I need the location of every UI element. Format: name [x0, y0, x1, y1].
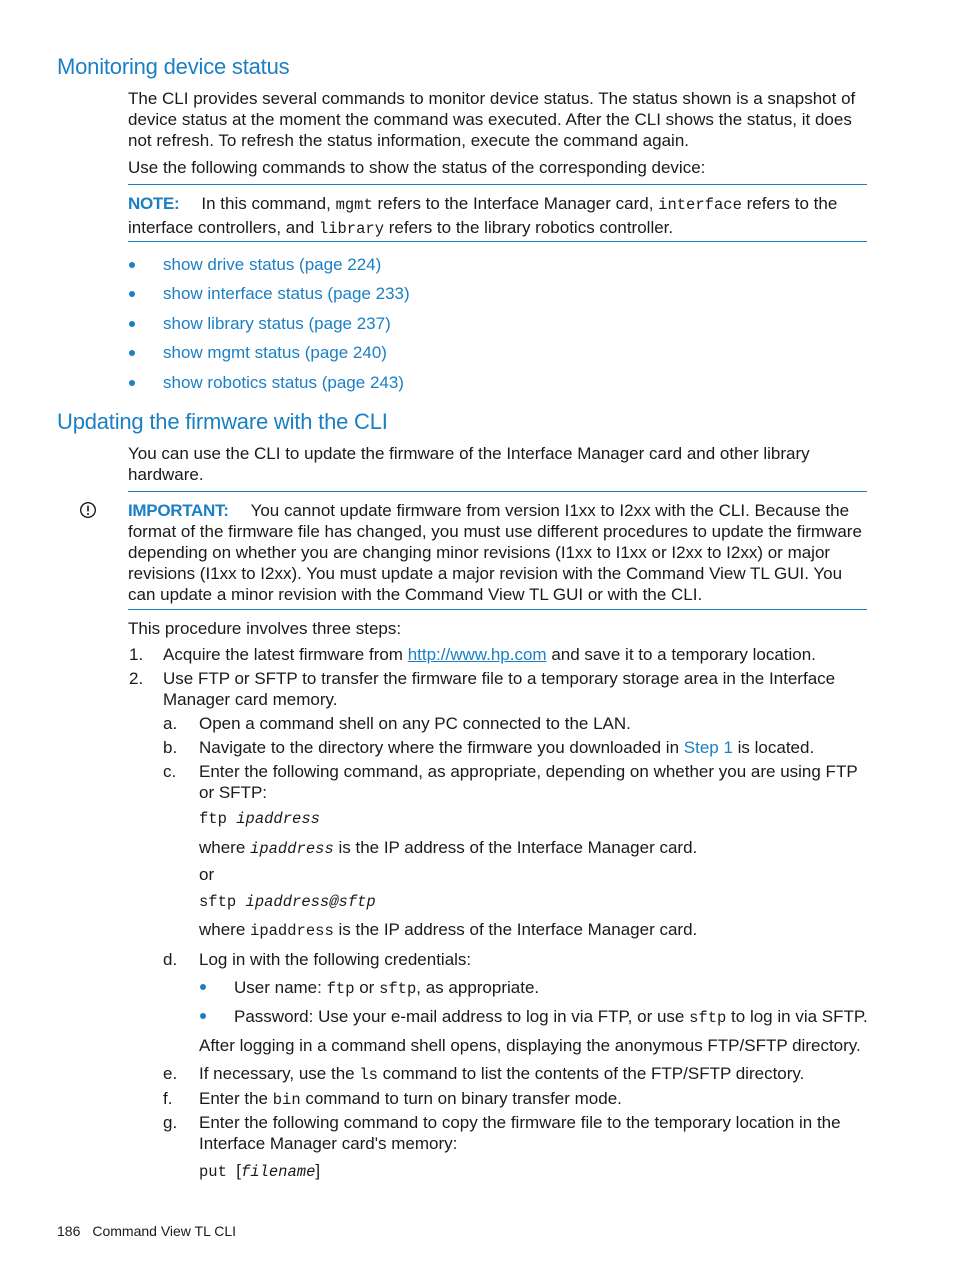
bullet-icon — [200, 984, 206, 990]
monitoring-use-paragraph: Use the following commands to show the status of the corresponding device: — [128, 158, 706, 177]
monitoring-intro-paragraph: The CLI provides several commands to monitor device status. The status shown is a snapshot of device status at the moment the command was executed. After the CLI shows the status, it does not refresh. To refresh the status information, execute the command again. — [128, 89, 856, 150]
where-text: is the IP address of the Interface Manager card. — [333, 838, 698, 857]
where-argument: ipaddress — [250, 840, 334, 858]
note-label: NOTE: — [128, 194, 180, 213]
hp-website-link[interactable]: http://www.hp.com — [407, 645, 547, 664]
substep-code: ls — [359, 1066, 378, 1084]
substep-b-text — [199, 737, 814, 758]
substep-letter: a. — [163, 714, 178, 733]
link-show-mgmt-status[interactable]: show mgmt status (page 240) — [163, 343, 387, 362]
command-bracket: [ — [236, 1161, 241, 1180]
substep-letter: c. — [163, 762, 177, 781]
command-argument: filename — [240, 1163, 316, 1181]
note-text: interface controllers, and — [128, 218, 319, 237]
note-text: In this command, — [201, 194, 336, 213]
bullet-icon — [129, 350, 135, 356]
substep-text: is located. — [732, 738, 815, 757]
where-ipaddress-1 — [199, 837, 697, 860]
command-argument: ipaddress — [236, 810, 320, 828]
credential-text: or — [354, 978, 380, 997]
substep-c-text: Enter the following command, as appropriate, depending on whether you are using FTP or SFTP: — [199, 762, 858, 802]
command-ftp — [199, 810, 320, 828]
step-text: and save it to a temporary location. — [546, 645, 816, 664]
substep-d-text: Log in with the following credentials: — [199, 950, 472, 969]
where-text: is the IP address of the Interface Manager card. — [333, 920, 698, 939]
important-bottom-rule — [128, 609, 867, 610]
procedure-intro: This procedure involves three steps: — [128, 619, 402, 638]
or-text: or — [199, 865, 215, 884]
substep-text: If necessary, use the — [199, 1064, 360, 1083]
updating-intro-paragraph: You can use the CLI to update the firmware of the Interface Manager card and other library hardware. — [128, 444, 810, 484]
section-heading-monitoring: Monitoring device status — [57, 54, 290, 79]
substep-letter: f. — [163, 1089, 173, 1108]
substep-g-text: Enter the following command to copy the firmware file to the temporary location in the Interface Manager card's memory: — [199, 1113, 841, 1153]
important-text-rest: format of the firmware file has changed, you must use different procedures to update the firmware depending on whether you are changing minor revisions (I1xx to I1xx or I2xx to I2xx) or major revisions (I1xx to I2xx). You must update a major revision with the Command View TL GUI. You can update a minor revision with the Command View TL GUI or with the CLI. — [128, 522, 862, 604]
step-number: 2. — [129, 669, 144, 688]
command-put — [199, 1161, 320, 1181]
important-top-rule — [128, 491, 867, 492]
credential-username — [234, 977, 539, 1000]
step-text: Acquire the latest firmware from — [163, 645, 408, 664]
bullet-icon — [129, 380, 135, 386]
substep-letter: b. — [163, 738, 178, 757]
important-block — [128, 500, 870, 605]
where-argument: ipaddress — [250, 922, 334, 940]
credential-code: ftp — [326, 980, 355, 998]
step-1-link[interactable]: Step 1 — [683, 738, 733, 757]
note-bottom-rule — [128, 241, 867, 242]
command-text: sftp — [199, 893, 246, 911]
substep-text: Enter the — [199, 1089, 273, 1108]
command-text: put — [199, 1163, 237, 1181]
section-heading-updating-firmware: Updating the firmware with the CLI — [57, 409, 388, 434]
substep-a-text: Open a command shell on any PC connected to the LAN. — [199, 714, 631, 733]
note-text: refers to the — [741, 194, 838, 213]
substep-text: command to list the contents of the FTP/SFTP directory. — [377, 1064, 805, 1083]
where-text: where — [199, 920, 251, 939]
substep-e-text — [199, 1063, 804, 1086]
link-show-robotics-status[interactable]: show robotics status (page 243) — [163, 373, 404, 392]
link-show-interface-status[interactable]: show interface status (page 233) — [163, 284, 410, 303]
step-2-text: Use FTP or SFTP to transfer the firmware file to a temporary storage area in the Interface Manager card memory. — [163, 669, 836, 709]
substep-code: bin — [272, 1091, 301, 1109]
note-text: refers to the library robotics controller. — [384, 218, 674, 237]
substep-f-text — [199, 1088, 622, 1111]
step-1-text — [163, 644, 816, 665]
note-code-mgmt: mgmt — [335, 196, 373, 214]
note-text: refers to the Interface Manager card, — [372, 194, 659, 213]
where-text: where — [199, 838, 251, 857]
page-number: 186 — [57, 1223, 81, 1239]
credential-text: User name: — [234, 978, 327, 997]
link-show-drive-status[interactable]: show drive status (page 224) — [163, 255, 382, 274]
command-argument: ipaddress@sftp — [245, 893, 376, 911]
where-ipaddress-2 — [199, 919, 697, 942]
credential-password — [234, 1006, 868, 1029]
bullet-icon — [129, 321, 135, 327]
credential-text: to log in via SFTP. — [726, 1007, 868, 1026]
substep-text: Navigate to the directory where the firmware you downloaded in — [199, 738, 684, 757]
note-code-interface: interface — [658, 196, 742, 214]
note-code-library: library — [318, 220, 385, 238]
page-footer — [57, 1223, 236, 1239]
command-bracket: ] — [315, 1161, 321, 1180]
bullet-icon — [129, 262, 135, 268]
important-circle-icon — [79, 501, 97, 519]
bullet-icon — [129, 291, 135, 297]
credential-text: Password: Use your e-mail address to log in via FTP, or use — [234, 1007, 690, 1026]
bullet-icon — [200, 1013, 206, 1019]
substep-letter: g. — [163, 1113, 178, 1132]
substep-text: command to turn on binary transfer mode. — [300, 1089, 622, 1108]
step-number: 1. — [129, 645, 144, 664]
command-text: ftp — [199, 810, 237, 828]
credential-code: sftp — [689, 1009, 727, 1027]
credential-text: , as appropriate. — [416, 978, 540, 997]
credential-code: sftp — [379, 980, 417, 998]
after-login-text: After logging in a command shell opens, displaying the anonymous FTP/SFTP directory. — [199, 1036, 861, 1055]
substep-letter: e. — [163, 1064, 178, 1083]
link-show-library-status[interactable]: show library status (page 237) — [163, 314, 391, 333]
substep-letter: d. — [163, 950, 178, 969]
command-sftp — [199, 893, 376, 911]
footer-title: Command View TL CLI — [92, 1223, 237, 1239]
note-top-rule — [128, 184, 867, 185]
important-text: You cannot update firmware from version I1xx to I2xx with the CLI. Because the — [250, 501, 850, 520]
note-block — [128, 193, 870, 240]
important-label: IMPORTANT: — [128, 501, 229, 520]
